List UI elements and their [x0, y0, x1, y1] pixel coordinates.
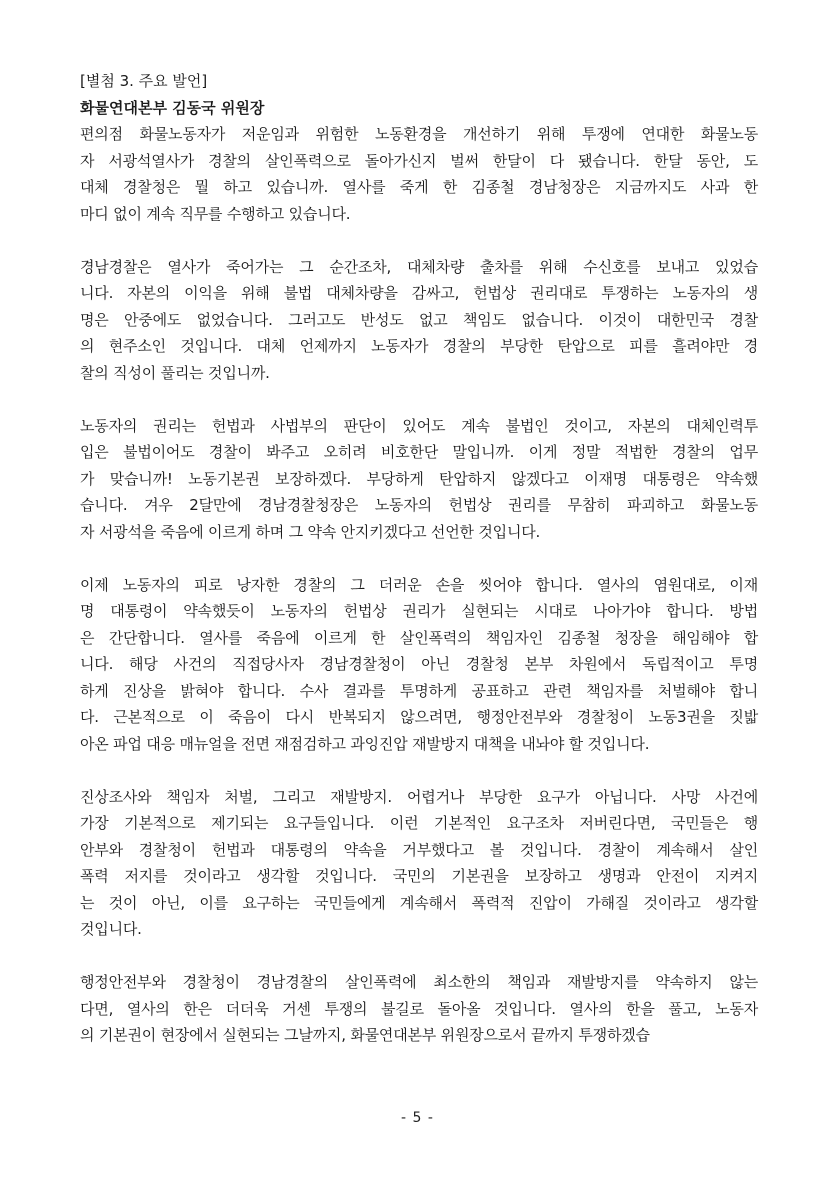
text-line: 명 대통령이 약속했듯이 노동자의 헌법상 권리가 실현되는 시대로 나아가야 합니다. 방법 [80, 602, 758, 620]
text-line: 가장 기본적으로 제기되는 요구들입니다. 이런 기본적인 요구조차 저버린다면, 국민들은 행 [80, 814, 758, 832]
text-line: 아온 파업 대응 매뉴얼을 전면 재점검하고 과잉진압 재발방지 대책을 내놔야 할 것입니다. [80, 734, 650, 753]
text-line: 가 맞습니까! 노동기본권 보장하겠다. 부당하게 탄압하지 않겠다고 이재명 대통령은 약속했 [80, 469, 758, 488]
text-line: 것입니다. [80, 920, 142, 938]
text-line: 마디 없이 계속 직무를 수행하고 있습니다. [80, 204, 351, 223]
text-line: 은 간단합니다. 열사를 죽음에 이르게 한 살인폭력의 책임자인 김종철 청장을 해임해야 합 [80, 628, 758, 647]
paragraph [80, 254, 758, 387]
text-line: 습니다. 겨우 2달만에 경남경찰청장은 노동자의 헌법상 권리를 무참히 파괴하고 화물노동 [80, 496, 758, 514]
paragraph [80, 572, 758, 758]
paragraph [80, 784, 758, 943]
paragraph [80, 413, 758, 546]
text-line: 안부와 경찰청이 헌법과 대통령의 약속을 거부했다고 볼 것입니다. 경찰이 계속해서 살인 [80, 840, 758, 859]
text-line: 다. 근본적으로 이 죽음이 다시 반복되지 않으려면, 행정안전부와 경찰청이 노동3권을 짓밟 [80, 708, 758, 726]
text-line: 명은 안중에도 없었습니다. 그러고도 반성도 없고 책임도 없습니다. 이것이 대한민국 경찰 [80, 310, 758, 329]
text-line: 편의점 화물노동자가 저운임과 위험한 노동환경을 개선하기 위해 투쟁에 연대한 화물노동 [80, 125, 758, 143]
text-line: 의 기본권이 현장에서 실현되는 그날까지, 화물연대본부 위원장으로서 끝까지 투쟁하겠습 [80, 1026, 650, 1044]
text-line: 는 것이 아닌, 이를 요구하는 국민들에게 계속해서 폭력적 진압이 가해질 것이라고 생각할 [80, 893, 758, 912]
attachment-label: [별첨 3. 주요 발언] [80, 72, 208, 90]
text-line: 니다. 해당 사건의 직접당사자 경남경찰청이 아닌 경찰청 본부 차원에서 독립적이고 투명 [80, 655, 758, 673]
text-line: 입은 불법이어도 경찰이 봐주고 오히려 비호한단 말입니까. 이게 정말 적법한 경찰의 업무 [80, 443, 758, 461]
text-line: 폭력 저지를 것이라고 생각할 것입니다. 국민의 기본권을 보장하고 생명과 안전이 지켜지 [80, 867, 758, 885]
text-line: 하게 진상을 밝혀야 합니다. 수사 결과를 투명하게 공표하고 관련 책임자를 처벌해야 합니 [80, 681, 758, 700]
document-page [80, 68, 758, 1075]
paragraph [80, 121, 758, 227]
statement-body [80, 121, 758, 1049]
text-line: 노동자의 권리는 헌법과 사법부의 판단이 있어도 계속 불법인 것이고, 자본의 대체인력투 [80, 416, 758, 435]
text-line: 이제 노동자의 피로 낭자한 경찰의 그 더러운 손을 씻어야 합니다. 열사의 염원대로, 이재 [80, 575, 758, 594]
speaker-title: 화물연대본부 김동국 위원장 [80, 98, 265, 117]
text-line: 경남경찰은 열사가 죽어가는 그 순간조차, 대체차량 출차를 위해 수신호를 보내고 있었습 [80, 257, 758, 276]
text-line: 찰의 직성이 풀리는 것입니까. [80, 363, 270, 382]
text-line: 니다. 자본의 이익을 위해 불법 대체차량을 감싸고, 헌법상 권리대로 투쟁하는 노동자의 생 [80, 284, 758, 302]
text-line: 진상조사와 책임자 처벌, 그리고 재발방지. 어렵거나 부당한 요구가 아닙니다. 사망 사건에 [80, 787, 758, 806]
text-line: 대체 경찰청은 뭘 하고 있습니까. 열사를 죽게 한 김종철 경남청장은 지금까지도 사과 한 [80, 178, 758, 196]
text-line: 다면, 열사의 한은 더더욱 거센 투쟁의 불길로 돌아올 것입니다. 열사의 한을 풀고, 노동자 [80, 999, 758, 1018]
page-number: - 5 - [401, 1110, 434, 1126]
text-line: 의 현주소인 것입니다. 대체 언제까지 노동자가 경찰의 부당한 탄압으로 피를 흘려야만 경 [80, 337, 758, 355]
text-line: 자 서광석을 죽음에 이르게 하며 그 약속 안지키겠다고 선언한 것입니다. [80, 522, 541, 541]
paragraph [80, 969, 758, 1049]
text-line: 자 서광석열사가 경찰의 살인폭력으로 돌아가신지 벌써 한달이 다 됐습니다. 한달 동안, 도 [80, 151, 758, 170]
text-line: 행정안전부와 경찰청이 경남경찰의 살인폭력에 최소한의 책임과 재발방지를 약속하지 않는 [80, 973, 758, 991]
